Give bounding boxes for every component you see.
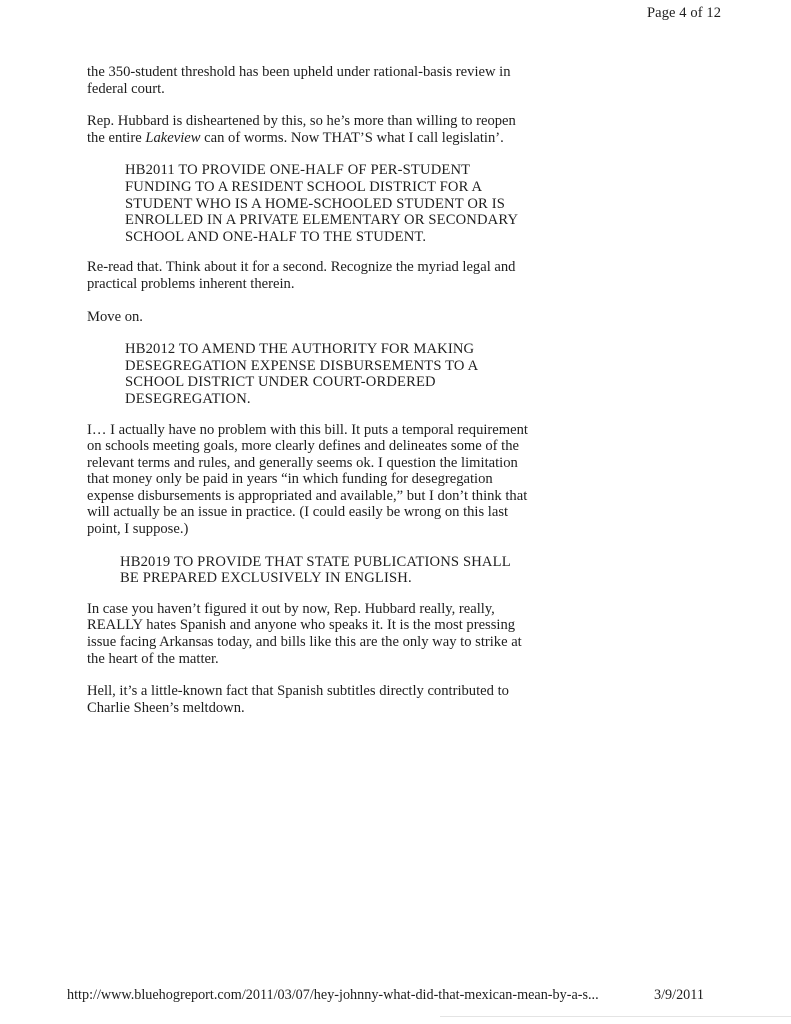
footer-url: http://www.bluehogreport.com/2011/03/07/hey-johnny-what-did-that-mexican-mean-by-a-s...: [67, 987, 599, 1003]
paragraph-desegregation: I… I actually have no problem with this bill. It puts a temporal requirement on schools meeting goals, more clearly defines and delineates some of the relevant terms and rules, and generally seems ok. I question the limitation that money only be paid in years “in which funding for desegregation expense disbursements is appropriated and available,” but I don’t think that will actually be an issue in practice. (I could easily be wrong on this last point, I suppose.): [87, 421, 528, 538]
scan-edge-line: [440, 1016, 791, 1017]
paragraph-sheen: Hell, it’s a little-known fact that Spanish subtitles directly contributed to Charlie Sheen’s meltdown.: [87, 683, 509, 716]
bill-hb2019: HB2019 TO PROVIDE THAT STATE PUBLICATIONS SHALL BE PREPARED EXCLUSIVELY IN ENGLISH.: [120, 553, 511, 587]
paragraph-lakeview-start: Rep. Hubbard is disheartened by this, so he’s more than willing to reopen the entire: [87, 113, 516, 146]
lakeview-case-name: Lakeview: [145, 129, 201, 146]
paragraph-lakeview: [87, 113, 537, 146]
page-number: Page 4 of 12: [647, 5, 722, 21]
article-body: [87, 64, 537, 732]
paragraph-reread: Re-read that. Think about it for a second. Recognize the myriad legal and practical problems inherent therein.: [87, 259, 516, 292]
paragraph-spanish: In case you haven’t figured it out by now, Rep. Hubbard really, really, REALLY hates Spanish and anyone who speaks it. It is the most pressing issue facing Arkansas today, and bills like this are the only way to strike at the heart of the matter.: [87, 600, 522, 667]
paragraph-lakeview-end: can of worms. Now THAT’S what I call legislatin’.: [200, 129, 504, 146]
bill-hb2011: HB2011 TO PROVIDE ONE-HALF OF PER-STUDENT FUNDING TO A RESIDENT SCHOOL DISTRICT FOR A STUDENT WHO IS A HOME-SCHOOLED STUDENT OR IS ENROLLED IN A PRIVATE ELEMENTARY OR SECONDARY SCHOOL AND ONE-HALF TO THE STUDENT.: [125, 162, 518, 245]
paragraph-threshold: the 350-student threshold has been upheld under rational-basis review in federal court.: [87, 64, 511, 97]
bill-hb2012: HB2012 TO AMEND THE AUTHORITY FOR MAKING DESEGREGATION EXPENSE DISBURSEMENTS TO A SCHOOL DISTRICT UNDER COURT-ORDERED DESEGREGATION.: [125, 341, 478, 407]
footer-date: 3/9/2011: [654, 987, 704, 1003]
paragraph-move-on: Move on.: [87, 308, 143, 325]
